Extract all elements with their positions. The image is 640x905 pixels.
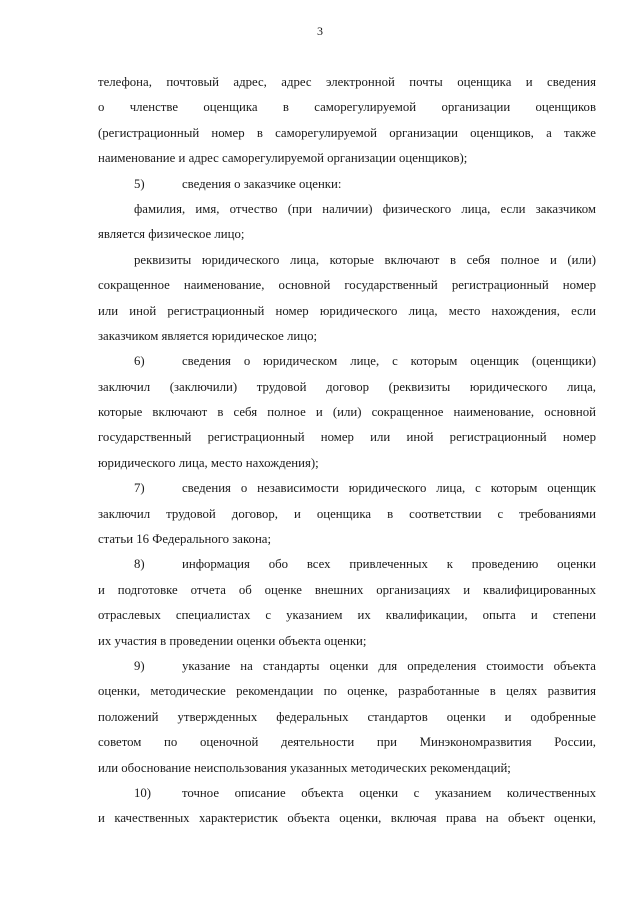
- text-line: точное описание объекта оценки с указанием количественных: [182, 785, 596, 800]
- list-item-6: [98, 349, 596, 374]
- page-number: 3: [317, 24, 323, 38]
- text-line: сведения о заказчике оценки:: [182, 176, 342, 191]
- document-body: [98, 70, 596, 832]
- text-line: наименование и адрес саморегулируемой организации оценщиков);: [98, 151, 468, 166]
- text-line: статьи 16 Федерального закона;: [98, 532, 272, 547]
- text-line: их участия в проведении оценки объекта оценки;: [98, 633, 367, 648]
- text-line: (регистрационный номер в саморегулируемой организации оценщиков, а также: [98, 125, 596, 140]
- list-item-5: [98, 172, 596, 197]
- item-number: 6): [134, 354, 145, 369]
- text-line: фамилия, имя, отчество (при наличии) физического лица, если заказчиком: [134, 201, 596, 216]
- list-item-9: [98, 654, 596, 679]
- item-number: 5): [134, 176, 145, 191]
- text-line: которые включают в себя полное и (или) сокращенное наименование, основной: [98, 405, 596, 420]
- text-line: и подготовке отчета об оценке внешних организациях и квалифицированных: [98, 582, 596, 597]
- item-number: 10): [134, 785, 152, 800]
- item-number: 8): [134, 557, 145, 572]
- text-line: сведения о независимости юридического лица, с которым оценщик: [182, 481, 596, 496]
- text-line: положений утвержденных федеральных стандартов оценки и одобренные: [98, 709, 596, 724]
- text-line: и качественных характеристик объекта оценки, включая права на объект оценки,: [98, 811, 596, 826]
- text-line: оценки, методические рекомендации по оценке, разработанные в целях развития: [98, 684, 596, 699]
- text-line: государственный регистрационный номер или иной регистрационный номер: [98, 430, 596, 445]
- text-line: указание на стандарты оценки для определения стоимости объекта: [182, 658, 596, 673]
- text-line: юридического лица, место нахождения);: [98, 455, 319, 470]
- text-line: советом по оценочной деятельности при Минэкономразвития России,: [98, 735, 596, 750]
- list-item-8: [98, 552, 596, 577]
- text-line: о членстве оценщика в саморегулируемой организации оценщиков: [98, 100, 596, 115]
- text-line: сокращенное наименование, основной государственный регистрационный номер: [98, 278, 596, 293]
- text-line: сведения о юридическом лице, с которым оценщик (оценщики): [182, 354, 596, 369]
- text-line: информация обо всех привлеченных к проведению оценки: [182, 557, 596, 572]
- item-number: 9): [134, 658, 145, 673]
- text-line: заключил (заключили) трудовой договор (реквизиты юридического лица,: [98, 379, 596, 394]
- text-line: или иной регистрационный номер юридического лица, место нахождения, если: [98, 303, 596, 318]
- text-line: является физическое лицо;: [98, 227, 245, 242]
- text-line: или обоснование неиспользования указанных методических рекомендаций;: [98, 760, 511, 775]
- text-line: телефона, почтовый адрес, адрес электронной почты оценщика и сведения: [98, 75, 596, 89]
- list-item-7: [98, 476, 596, 501]
- item-number: 7): [134, 481, 145, 496]
- text-line: заключил трудовой договор, и оценщика в соответствии с требованиями: [98, 506, 596, 521]
- text-line: реквизиты юридического лица, которые включают в себя полное и (или): [134, 252, 596, 267]
- text-line: заказчиком является юридическое лицо;: [98, 328, 318, 343]
- list-item-10: [98, 781, 596, 806]
- text-line: отраслевых специалистах с указанием их квалификации, опыта и степени: [98, 608, 596, 623]
